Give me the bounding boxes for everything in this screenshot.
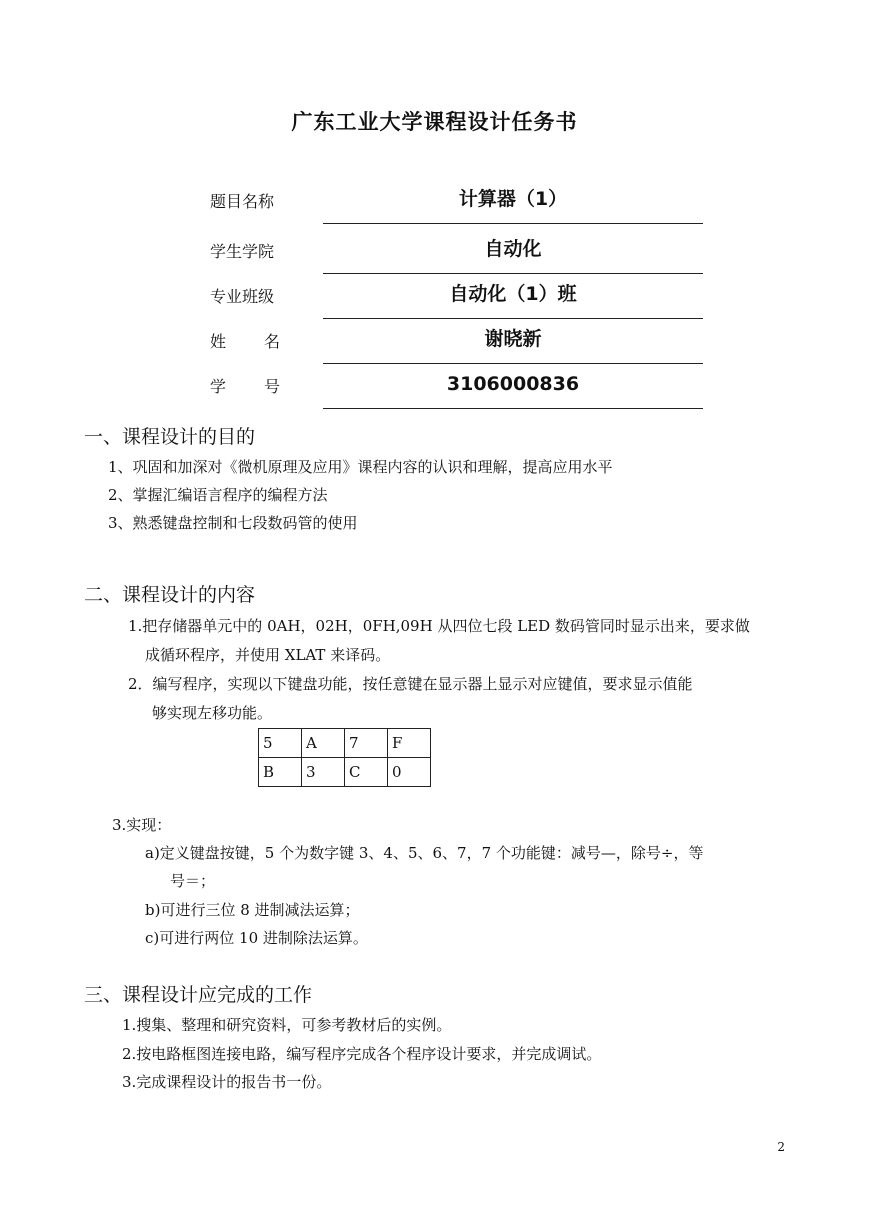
- section-2-item-1-line-1: 1.把存储器单元中的 0AH，02H，0FH,09H 从四位七段 LED 数码管同时显示出来，要求做: [128, 617, 750, 635]
- section-3-item-1: 1.搜集、整理和研究资料，可参考教材后的实例。: [122, 1016, 452, 1034]
- info-label-id-char-1: 学: [210, 377, 227, 396]
- info-label-topic: 题目名称: [210, 192, 275, 211]
- keypad-row: [259, 729, 431, 758]
- info-value-topic: 计算器（1）: [323, 179, 703, 224]
- info-value-name: 谢晓新: [323, 319, 703, 364]
- section-2-item-1-line-2: 成循环程序，并使用 XLAT 来译码。: [145, 646, 391, 664]
- info-label-name: [210, 319, 280, 364]
- section-2-item-2-line-2: 够实现左移功能。: [152, 704, 273, 722]
- info-value-student-id: 3106000836: [323, 364, 703, 409]
- section-2-item-3a-line-1: a)定义键盘按键，5 个为数字键 3、4、5、6、7，7 个功能键：减号—，除号÷，等: [145, 844, 704, 862]
- keypad-cell: C: [345, 758, 388, 787]
- keypad-cell: A: [302, 729, 345, 758]
- section-2-heading: 二、课程设计的内容: [84, 584, 256, 606]
- info-row-college: [210, 229, 703, 274]
- keypad-cell: 3: [302, 758, 345, 787]
- info-row-class: [210, 274, 703, 319]
- section-1-heading: 一、课程设计的目的: [84, 426, 256, 448]
- keypad-table: [258, 728, 431, 787]
- info-value-college: 自动化: [323, 229, 703, 274]
- keypad-cell: 5: [259, 729, 302, 758]
- section-1-item-2: 2、掌握汇编语言程序的编程方法: [108, 486, 328, 504]
- page-number: 2: [777, 1140, 785, 1154]
- keypad-cell: 0: [388, 758, 431, 787]
- section-1-item-1: 1、巩固和加深对《微机原理及应用》课程内容的认识和理解，提高应用水平: [108, 458, 613, 476]
- section-3-heading: 三、课程设计应完成的工作: [84, 984, 313, 1006]
- keypad-cell: 7: [345, 729, 388, 758]
- info-row-topic: [210, 179, 703, 224]
- keypad-row: [259, 758, 431, 787]
- section-2-item-2-line-1: 2．编写程序，实现以下键盘功能，按任意键在显示器上显示对应键值，要求显示值能: [128, 675, 693, 693]
- info-label-id-char-2: 号: [263, 377, 280, 396]
- section-2-item-3c: c)可进行两位 10 进制除法运算。: [145, 929, 368, 947]
- info-label-name-char-2: 名: [263, 332, 280, 351]
- info-label-name-char-1: 姓: [210, 332, 227, 351]
- section-2-item-3-label: 3.实现：: [112, 816, 172, 834]
- section-3-item-3: 3.完成课程设计的报告书一份。: [122, 1073, 332, 1091]
- keypad-cell: B: [259, 758, 302, 787]
- info-row-name: [210, 319, 703, 364]
- section-3-item-2: 2.按电路框图连接电路，编写程序完成各个程序设计要求，并完成调试。: [122, 1045, 602, 1063]
- info-value-class: 自动化（1）班: [323, 274, 703, 319]
- info-label-student-id: [210, 364, 280, 409]
- section-1-item-3: 3、熟悉键盘控制和七段数码管的使用: [108, 514, 358, 532]
- keypad-cell: F: [388, 729, 431, 758]
- section-2-item-3a-line-2: 号＝；: [170, 872, 216, 890]
- info-label-class: 专业班级: [210, 287, 275, 306]
- section-2-item-3b: b)可进行三位 8 进制减法运算；: [145, 901, 360, 919]
- info-label-college: 学生学院: [210, 242, 275, 261]
- page-title: 广东工业大学课程设计任务书: [291, 110, 578, 134]
- info-row-student-id: [210, 364, 703, 409]
